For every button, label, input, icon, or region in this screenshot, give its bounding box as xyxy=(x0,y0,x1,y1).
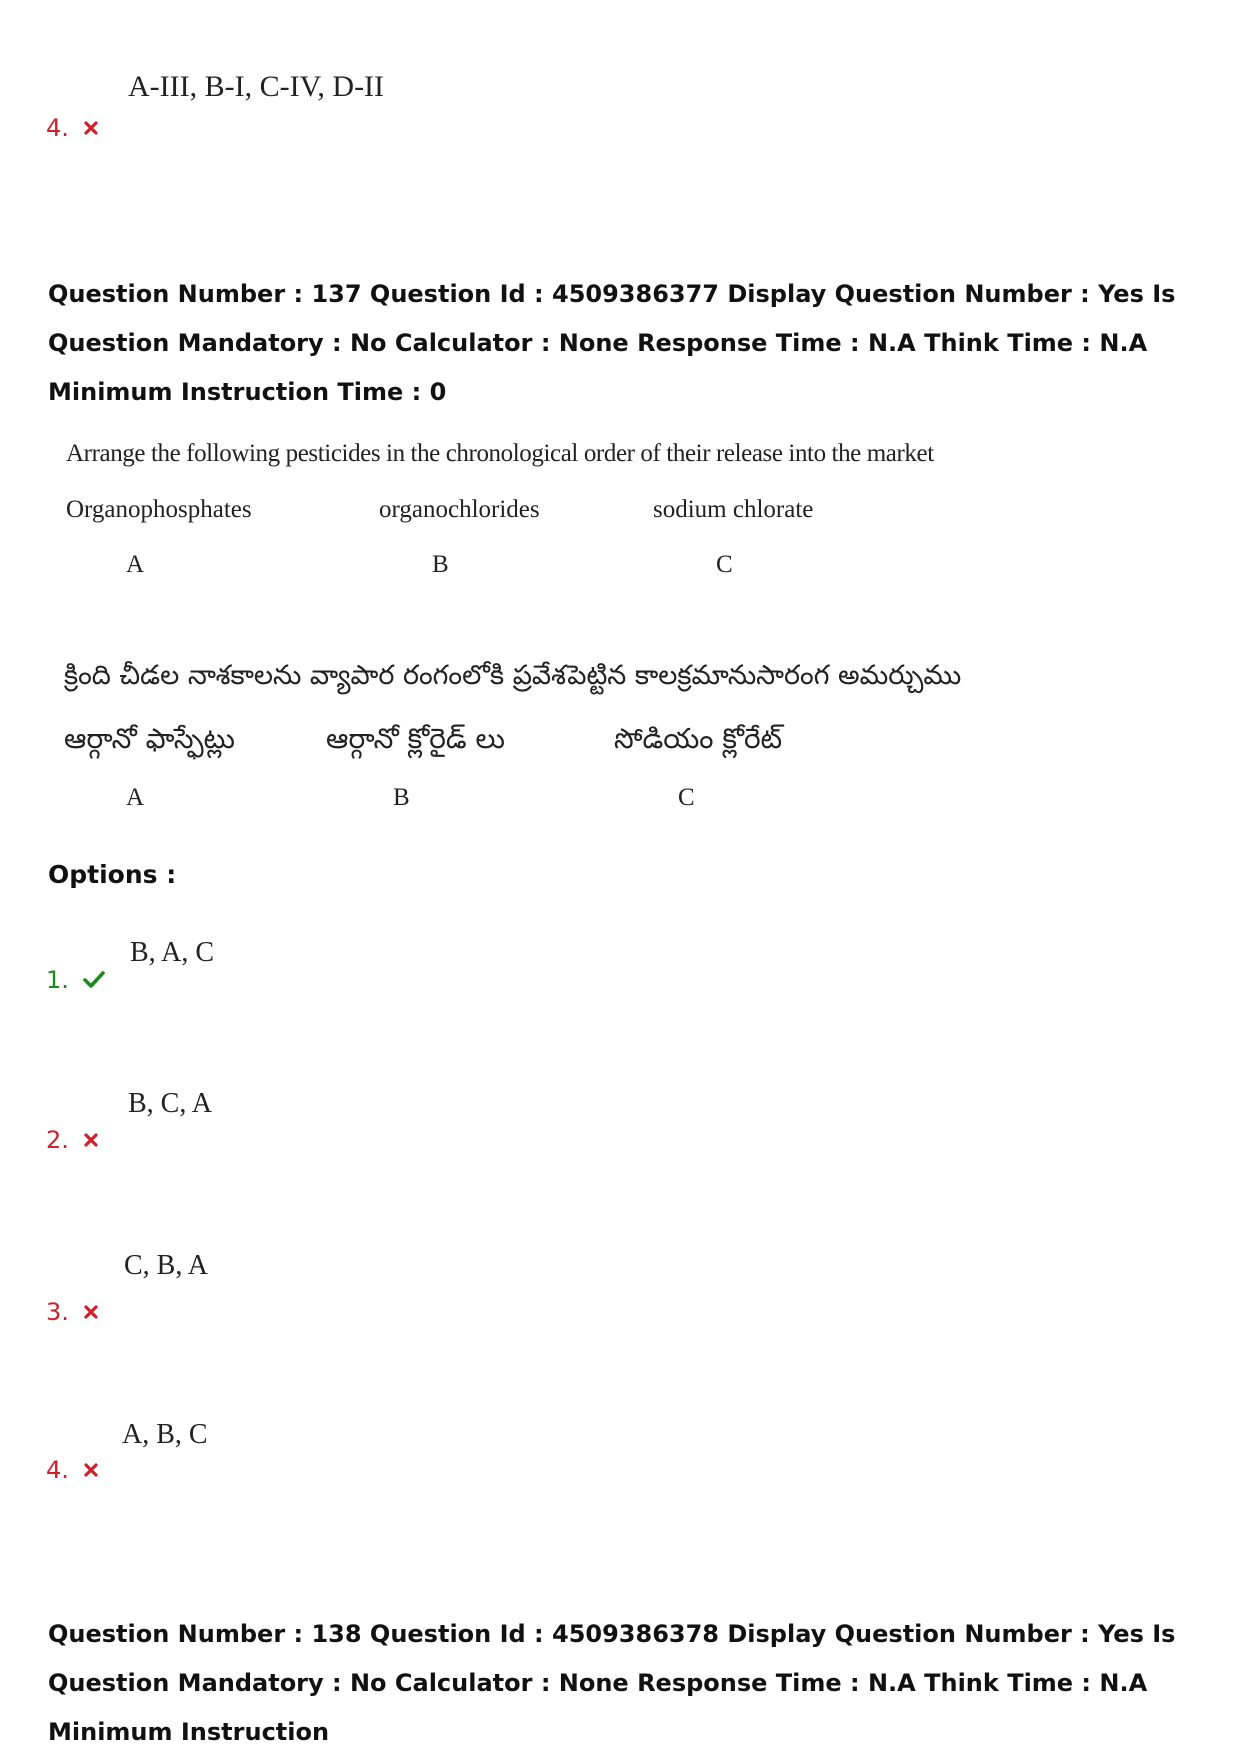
item-organophosphates: Organophosphates xyxy=(66,496,252,523)
letter-a: A xyxy=(126,551,145,578)
item-sodium-chlorate: sodium chlorate xyxy=(653,496,814,523)
question-prompt-telugu: క్రింది చీడల నాశకాలను వ్యాపార రంగంలోకి ప్రవేశపెట్టిన కాలక్రమానుసారంగ అమర్చుము xyxy=(64,660,962,691)
option-number: 4. xyxy=(46,114,69,142)
cross-icon xyxy=(83,1456,99,1484)
option-number: 2. xyxy=(46,1126,69,1154)
option-number: 3. xyxy=(46,1298,69,1326)
question-meta-137: Question Number : 137 Question Id : 4509386377 Display Question Number : Yes Is Question Mandatory : No Calculator : None Response Time : N.A Think Time : N.A Minimum Instruction Time : 0 xyxy=(48,280,1176,406)
cross-icon xyxy=(83,1298,99,1326)
item-telugu-organochlorides: ఆర్గానో క్లోరైడ్ లు xyxy=(326,722,505,755)
option-number: 4. xyxy=(46,1456,69,1484)
option-3 xyxy=(46,1298,99,1326)
letter-telugu-a: A xyxy=(126,784,145,811)
option-1 xyxy=(46,966,105,994)
option-1-text: B, A, C xyxy=(130,937,215,968)
prev-option-4 xyxy=(46,114,99,142)
option-3-text: C, B, A xyxy=(124,1250,209,1281)
letter-telugu-b: B xyxy=(393,784,410,811)
letter-c: C xyxy=(716,551,733,578)
option-4 xyxy=(46,1456,99,1484)
question-prompt-english: Arrange the following pesticides in the chronological order of their release into the market xyxy=(66,440,934,467)
letter-b: B xyxy=(432,551,449,578)
prev-option-text: A-III, B-I, C-IV, D-II xyxy=(128,70,385,103)
cross-icon xyxy=(83,114,99,142)
check-icon xyxy=(83,966,105,994)
item-organochlorides: organochlorides xyxy=(379,496,540,523)
item-telugu-sodium-chlorate: సోడియం క్లోరేట్ xyxy=(614,722,783,755)
item-telugu-organophosphates: ఆర్గానో ఫాస్ఫేట్లు xyxy=(64,722,235,755)
question-meta-138: Question Number : 138 Question Id : 4509386378 Display Question Number : Yes Is Question Mandatory : No Calculator : None Response Time : N.A Think Time : N.A Minimum Instruction xyxy=(48,1620,1176,1746)
option-2 xyxy=(46,1126,99,1154)
option-4-text: A, B, C xyxy=(122,1419,208,1450)
letter-telugu-c: C xyxy=(678,784,695,811)
cross-icon xyxy=(83,1126,99,1154)
option-number: 1. xyxy=(46,966,69,994)
option-2-text: B, C, A xyxy=(128,1088,213,1119)
options-label: Options : xyxy=(48,860,177,889)
